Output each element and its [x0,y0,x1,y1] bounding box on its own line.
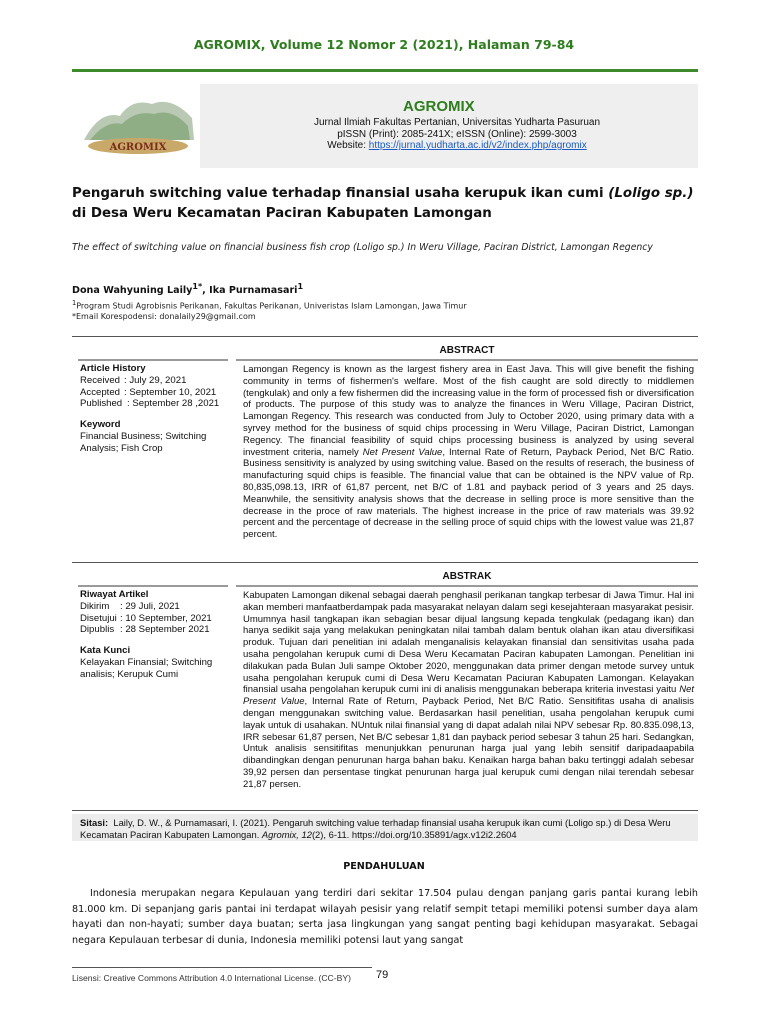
history-value: : 10 September, 2021 [120,612,212,624]
affiliation [72,299,467,311]
author-sep: , Ika Purnamasari [202,285,298,297]
article-history [80,363,230,455]
email: *Email Korespodensi: donalaily29@gmail.com [72,312,256,321]
history-row [80,387,230,399]
history-key: Published [80,398,123,410]
kata-kunci-heading: Kata Kunci [80,645,131,657]
logo-text: AGROMIX [109,142,167,153]
abstract-side-rule [78,359,228,361]
riwayat-heading: Riwayat Artikel [80,589,149,600]
journal-info [292,117,622,152]
title-line2: di Desa Weru Kecamatan Paciran Kabupaten Lamongan [72,206,492,221]
page-number: 79 [376,969,389,981]
history-row [80,375,230,387]
citation-doi: (2), 6-11. https://doi.org/10.35891/agx.v12i2.2604 [311,828,517,840]
citation-rule [72,810,698,811]
keywords: Financial Business; Switching Analysis; Fish Crop [80,430,207,454]
citation-text: Laily, D. W., & Purnamasari, I. (2021). Pengaruh switching value terhadap finansial usaha kerupuk ikan cumi (Loligo sp.) di Desa Weru Kecamatan Paciran Kabupaten Lamongan. [80,817,671,840]
history-key: Accepted [80,386,121,398]
history-value: : 29 Juli, 2021 [120,600,180,612]
citation [80,817,690,840]
title-italic: (Loligo sp.) [608,186,694,201]
history-key: Dikirim [80,600,110,612]
affiliation-text: Program Studi Agrobisnis Perikanan, Fakultas Perikanan, Univeristas Islam Lamongan, Jawa Timur [76,301,467,311]
history-row [80,613,230,625]
footer-license: Lisensi: Creative Commons Attribution 4.0 International License. (CC-BY) [72,973,351,983]
abstract-heading: ABSTRACT [439,345,495,356]
article-subtitle: The effect of switching value on financial business fish crop (Loligo sp.) In Weru Village, Paciran District, Lamongan Regency [72,242,653,253]
abstrak-body-rule [236,585,698,587]
issn: pISSN (Print): 2085-241X; eISSN (Online): 2599-3003 [337,128,577,140]
running-header: AGROMIX, Volume 12 Nomor 2 (2021), Halaman 79-84 [193,37,575,52]
website-link[interactable]: https://jurnal.yudharta.ac.id/v2/index.php/agromix [368,140,587,151]
title-main: Pengaruh switching value terhadap finansial usaha kerupuk ikan cumi [72,186,609,201]
abstrak-heading: ABSTRAK [442,571,492,582]
abstrak-text-part: Kabupaten Lamongan dikenal sebagai daerah penghasil perikanan tangkap terbesar di Jawa Timur. Hal ini akan memberi manfaatberdampak pada masyarakat nelayan dalam segi kesejahteraan masyarakat pesisir. Umumnya hasil tangkapan ikan sebagian besar dijual langsung kepada tengkulak (pedagang ikan) dan hanya sedikit saja yang melakukan peningkatan nilai tambah dalam bentuk olahan ikan atau diversifikasi produk. Tujuan dari penelitian ini adalah menganalisis kelayakan finansial dan sensitivitas usaha pada usaha pengolahan kerupuk cumi di Desa Weru Kecamatan Paciran kabupaten Lamongan. Penelitian ini dilakukan pada Bulan Juli sampe Oktober 2020, menggunakan data primer dengan metode survey untuk usaha pengolahan kerupuk cumi di Desa Weru Kecamatan Paciuran Kabupaten Lamongan. Kelayakan finansial usaha pengolahan kerupuk cumi ini di analisis menggunakan beberapa kriteria investasi yaitu [243,590,694,696]
abstrak-text-italic: Net Present Value [243,684,694,708]
abstract-body-rule [236,359,698,361]
citation-journal: Agromix, 12 [261,828,312,840]
website [292,140,622,152]
abstract-text-part: Lamongan Regency is known as the largest fishery area in East Java. This will give benefit the fishing community in terms of fishermen's welfare. Most of the fish caught are sold directly to middlemen (tengkulak) and only a few fishermen did the increasing value in the form of processed fish or diversification of products. The purpose of this study was to analyze the finances in Weru Village, Paciran District, Lamongan Regency. This research was conducted from July to October 2020, using primary data with a syrvey method for the business of squid chips processing in Weru Village, Paciran District, Lamongan Regency. The financial feasibility of squid chips processing business is analyzed by using several investment criteria, namely [243,364,694,458]
citation-label: Sitasi: [80,817,109,828]
history-row [80,624,230,636]
abstract-rule-top [72,336,698,337]
abstrak-side-rule [78,585,228,587]
history-row [80,601,230,613]
history-value: : July 29, 2021 [124,374,187,386]
authors [72,282,303,296]
institution: Jurnal Ilmiah Fakultas Pertanian, Universitas Yudharta Pasuruan [313,117,601,128]
abstrak-text-part: , Internal Rate of Return, Payback Period, Net B/C Ratio. Sensitifitas usaha di analisis dengan menggunakan switching value. Berdasarkan hasil penelitian, usaha pengolahan kerupuk cumi layak untuk di usahakan. NUntuk nilai finansial yang di dapat adalah nilai NPV sebesar Rp. 80.835.098,13, IRR sebesar 61,87 persen, Net B/C sebesar 1,81 dan payback period sebesar 3 tahun 25 hari. Sedangkan, Untuk analisis sensitifitas menunjukkan penurunan harga jual yang lebih sensitif daripadaapabila dibandingkan dengan penurunan harga bahan baku. Kenaikan harga bahan baku tertinggi adalah sebesar 39,92 persen dan persentase tingkat penurunan harga jual kerupuk cumi dengan nilai terendah sebesar 21,87 persen. [243,696,695,790]
history-key: Disetujui [80,612,117,624]
journal-logo [80,90,198,164]
riwayat-artikel [80,589,230,681]
history-row [80,398,230,410]
history-key: Dipublis [80,624,115,636]
intro-paragraph: Indonesia merupakan negara Kepulauan yang terdiri dari sekitar 17.504 pulau dengan panjang garis pantai kurang lebih 81.000 km. Di sepanjang garis pantai ini terdapat wilayah pesisir yang relatif sempit tetapi memiliki potensi sumber daya alam hayati dan non-hayati; sumber daya buatan; serta jasa lingkungan yang sangat penting bagi kehidupan masyarakat. Sebagai negara Kepulauan terbesar di dunia, Indonesia memiliki potensi laut yang sangat [72,888,698,946]
history-value: : September 28 ,2021 [127,398,220,410]
affiliation-sup: 1 [72,299,77,307]
keyword-heading: Keyword [80,419,121,431]
author-1-sup: 1* [192,282,203,291]
kata-kunci: Kelayakan Finansial; Switching analisis; Kerupuk Cumi [80,656,213,680]
article-title [72,184,702,224]
footer-rule [72,967,372,968]
abstrak-rule-top [72,562,698,563]
website-label: Website: [327,140,369,151]
author-1: Dona Wahyuning Laily [72,285,193,297]
history-key: Received [80,374,120,386]
abstract-text [243,364,694,541]
author-2-sup: 1 [297,282,304,291]
history-value: : September 10, 2021 [124,386,217,398]
abstrak-text [243,590,694,791]
abstract-text-italic: Net Present Value [362,446,443,458]
article-history-heading: Article History [80,363,146,374]
section-heading-pendahuluan: PENDAHULUAN [343,861,425,872]
journal-name: AGROMIX [403,98,475,115]
abstract-text-part: , Internal Rate of Return, Payback Period, Net B/C Ratio. Business sensitivity is analyzed by using switching value. Based on the results of reserach, the business of manufacturing squid chips is feasible. The financial value that can be obtained is the NPV value of Rp. 80,835,098.13, IRR of 61,87 percent, net B/C of 1.81 and payback period of 3 years and 25 days. Meanwhile, the sensitivity analysis shows that the decrease in selling proce is more sensitive than the decrease in the proce of raw materials. The highest increase in the price of raw materials was 39.92 percent and the percentage of decrease in the selling proce of squid chips with the lowest value was 21,87 percent. [243,446,695,541]
history-value: : 28 September 2021 [120,624,210,636]
header-rule [72,69,698,72]
